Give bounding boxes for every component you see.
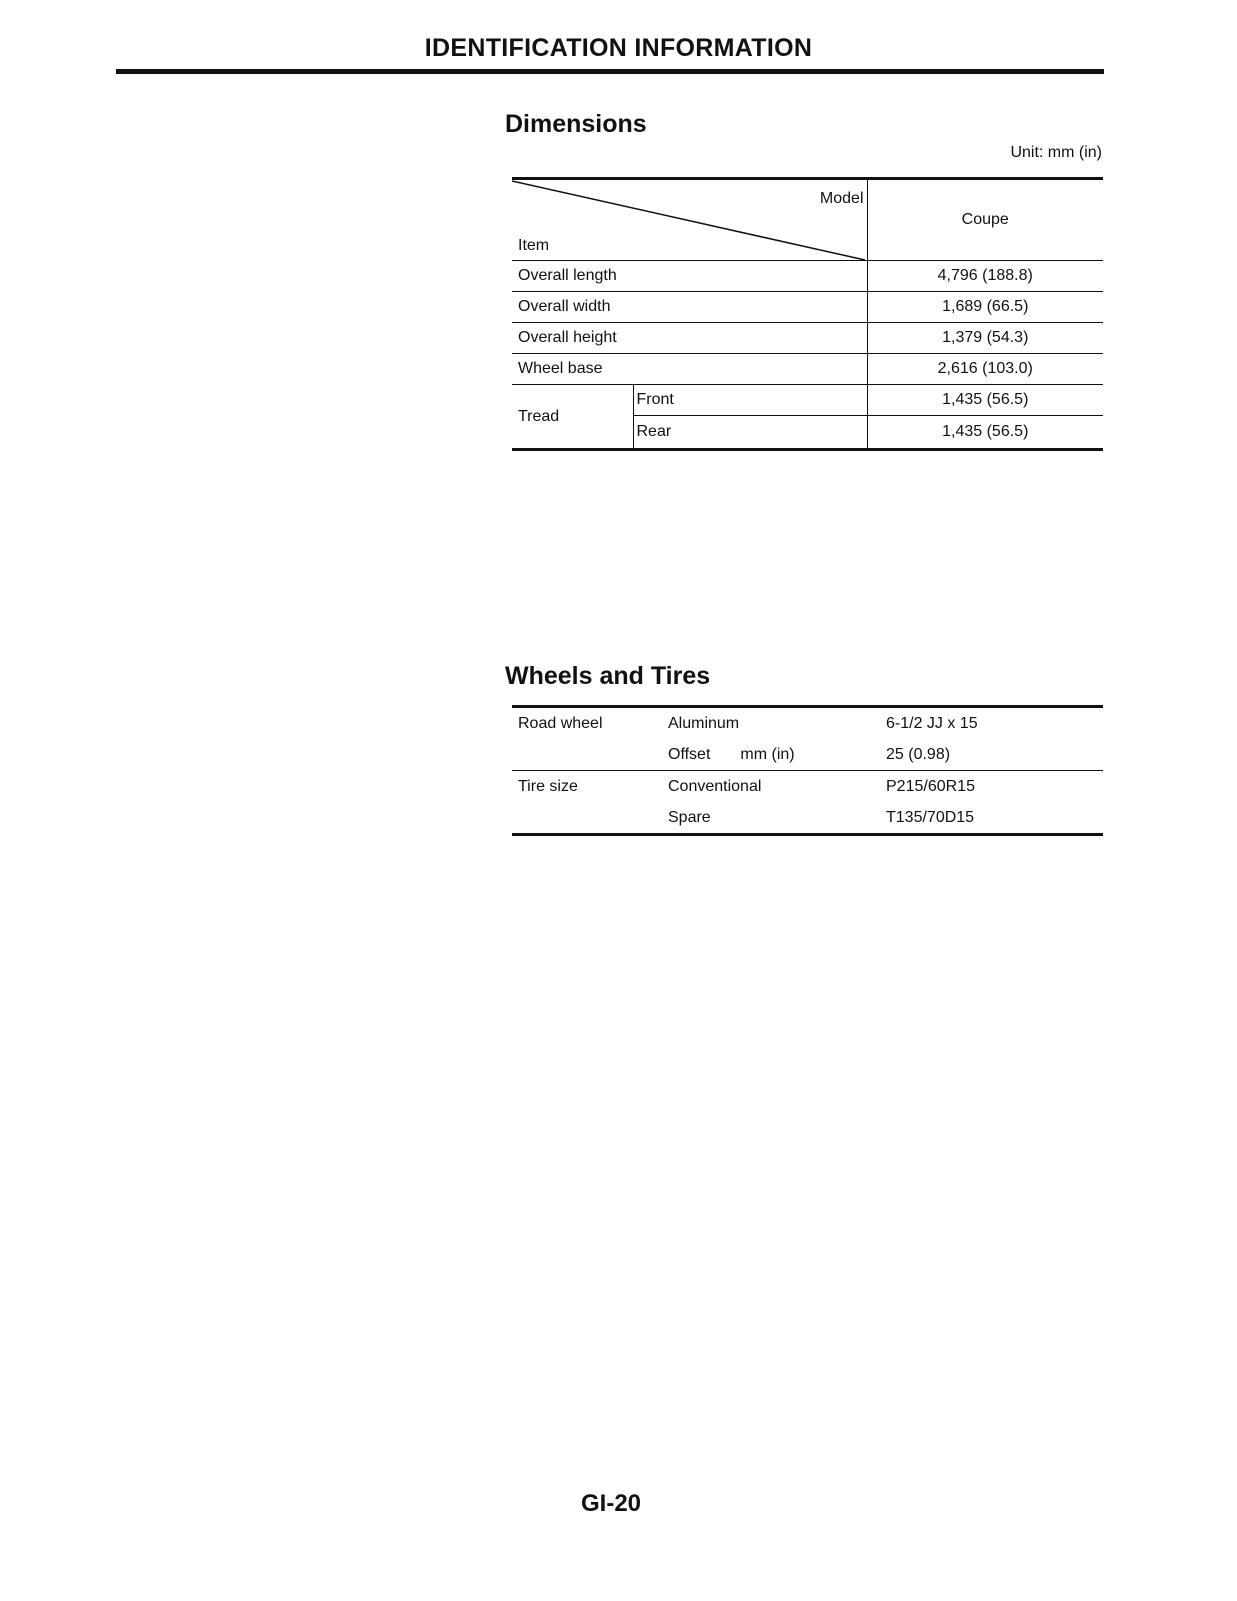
- dimensions-table: [512, 177, 1103, 451]
- table-row: [512, 354, 1103, 385]
- table-row: [512, 323, 1103, 354]
- aluminum-value: 6-1/2 JJ x 15: [886, 714, 978, 732]
- unit-label: Unit: mm (in): [1010, 144, 1102, 161]
- row-value: 1,379 (54.3): [867, 323, 1103, 354]
- dimensions-heading: Dimensions: [505, 110, 647, 138]
- table-row: [512, 707, 1103, 740]
- table-row: [512, 771, 1103, 803]
- diagonal-divider: [512, 180, 867, 260]
- conventional-value: P215/60R15: [886, 771, 1103, 803]
- offset-value: 25 (0.98): [886, 745, 951, 763]
- table-row: [512, 292, 1103, 323]
- road-wheel-label: Road wheel: [518, 714, 603, 732]
- row-item-label: Overall length: [512, 261, 867, 292]
- model-coupe-header: Coupe: [867, 179, 1103, 261]
- tread-front-value: 1,435 (56.5): [867, 385, 1103, 416]
- header-rule: [116, 69, 1104, 74]
- offset-unit: mm (in): [740, 745, 795, 763]
- spare-label: Spare: [668, 808, 711, 826]
- page-number: GI-20: [580, 1490, 642, 1517]
- row-value: 1,689 (66.5): [867, 292, 1103, 323]
- model-item-header-cell: [512, 179, 867, 261]
- tread-label: Tread: [512, 385, 633, 450]
- wheels-tires-table: [512, 705, 1103, 836]
- wheels-tires-heading: Wheels and Tires: [505, 662, 711, 690]
- row-item-label: Overall width: [512, 292, 867, 323]
- tread-front-label: Front: [633, 385, 867, 416]
- dimensions-header-row: [512, 179, 1103, 261]
- table-row: [512, 261, 1103, 292]
- conventional-label: Conventional: [668, 771, 886, 803]
- model-label: Model: [819, 190, 864, 207]
- row-item-label: Wheel base: [512, 354, 867, 385]
- row-item-label: Overall height: [512, 323, 867, 354]
- aluminum-label: Aluminum: [668, 714, 740, 732]
- item-label: Item: [518, 237, 550, 254]
- tread-rear-value: 1,435 (56.5): [867, 416, 1103, 450]
- offset-label: Offset: [668, 745, 711, 763]
- offset-cell: [668, 739, 886, 771]
- tire-size-label: Tire size: [512, 771, 668, 803]
- row-value: 2,616 (103.0): [867, 354, 1103, 385]
- table-row: [512, 802, 1103, 835]
- table-row: [512, 739, 1103, 771]
- spare-value: T135/70D15: [886, 808, 975, 826]
- table-row: [512, 385, 1103, 416]
- tread-rear-label: Rear: [633, 416, 867, 450]
- row-value: 4,796 (188.8): [867, 261, 1103, 292]
- page-title: IDENTIFICATION INFORMATION: [424, 34, 813, 62]
